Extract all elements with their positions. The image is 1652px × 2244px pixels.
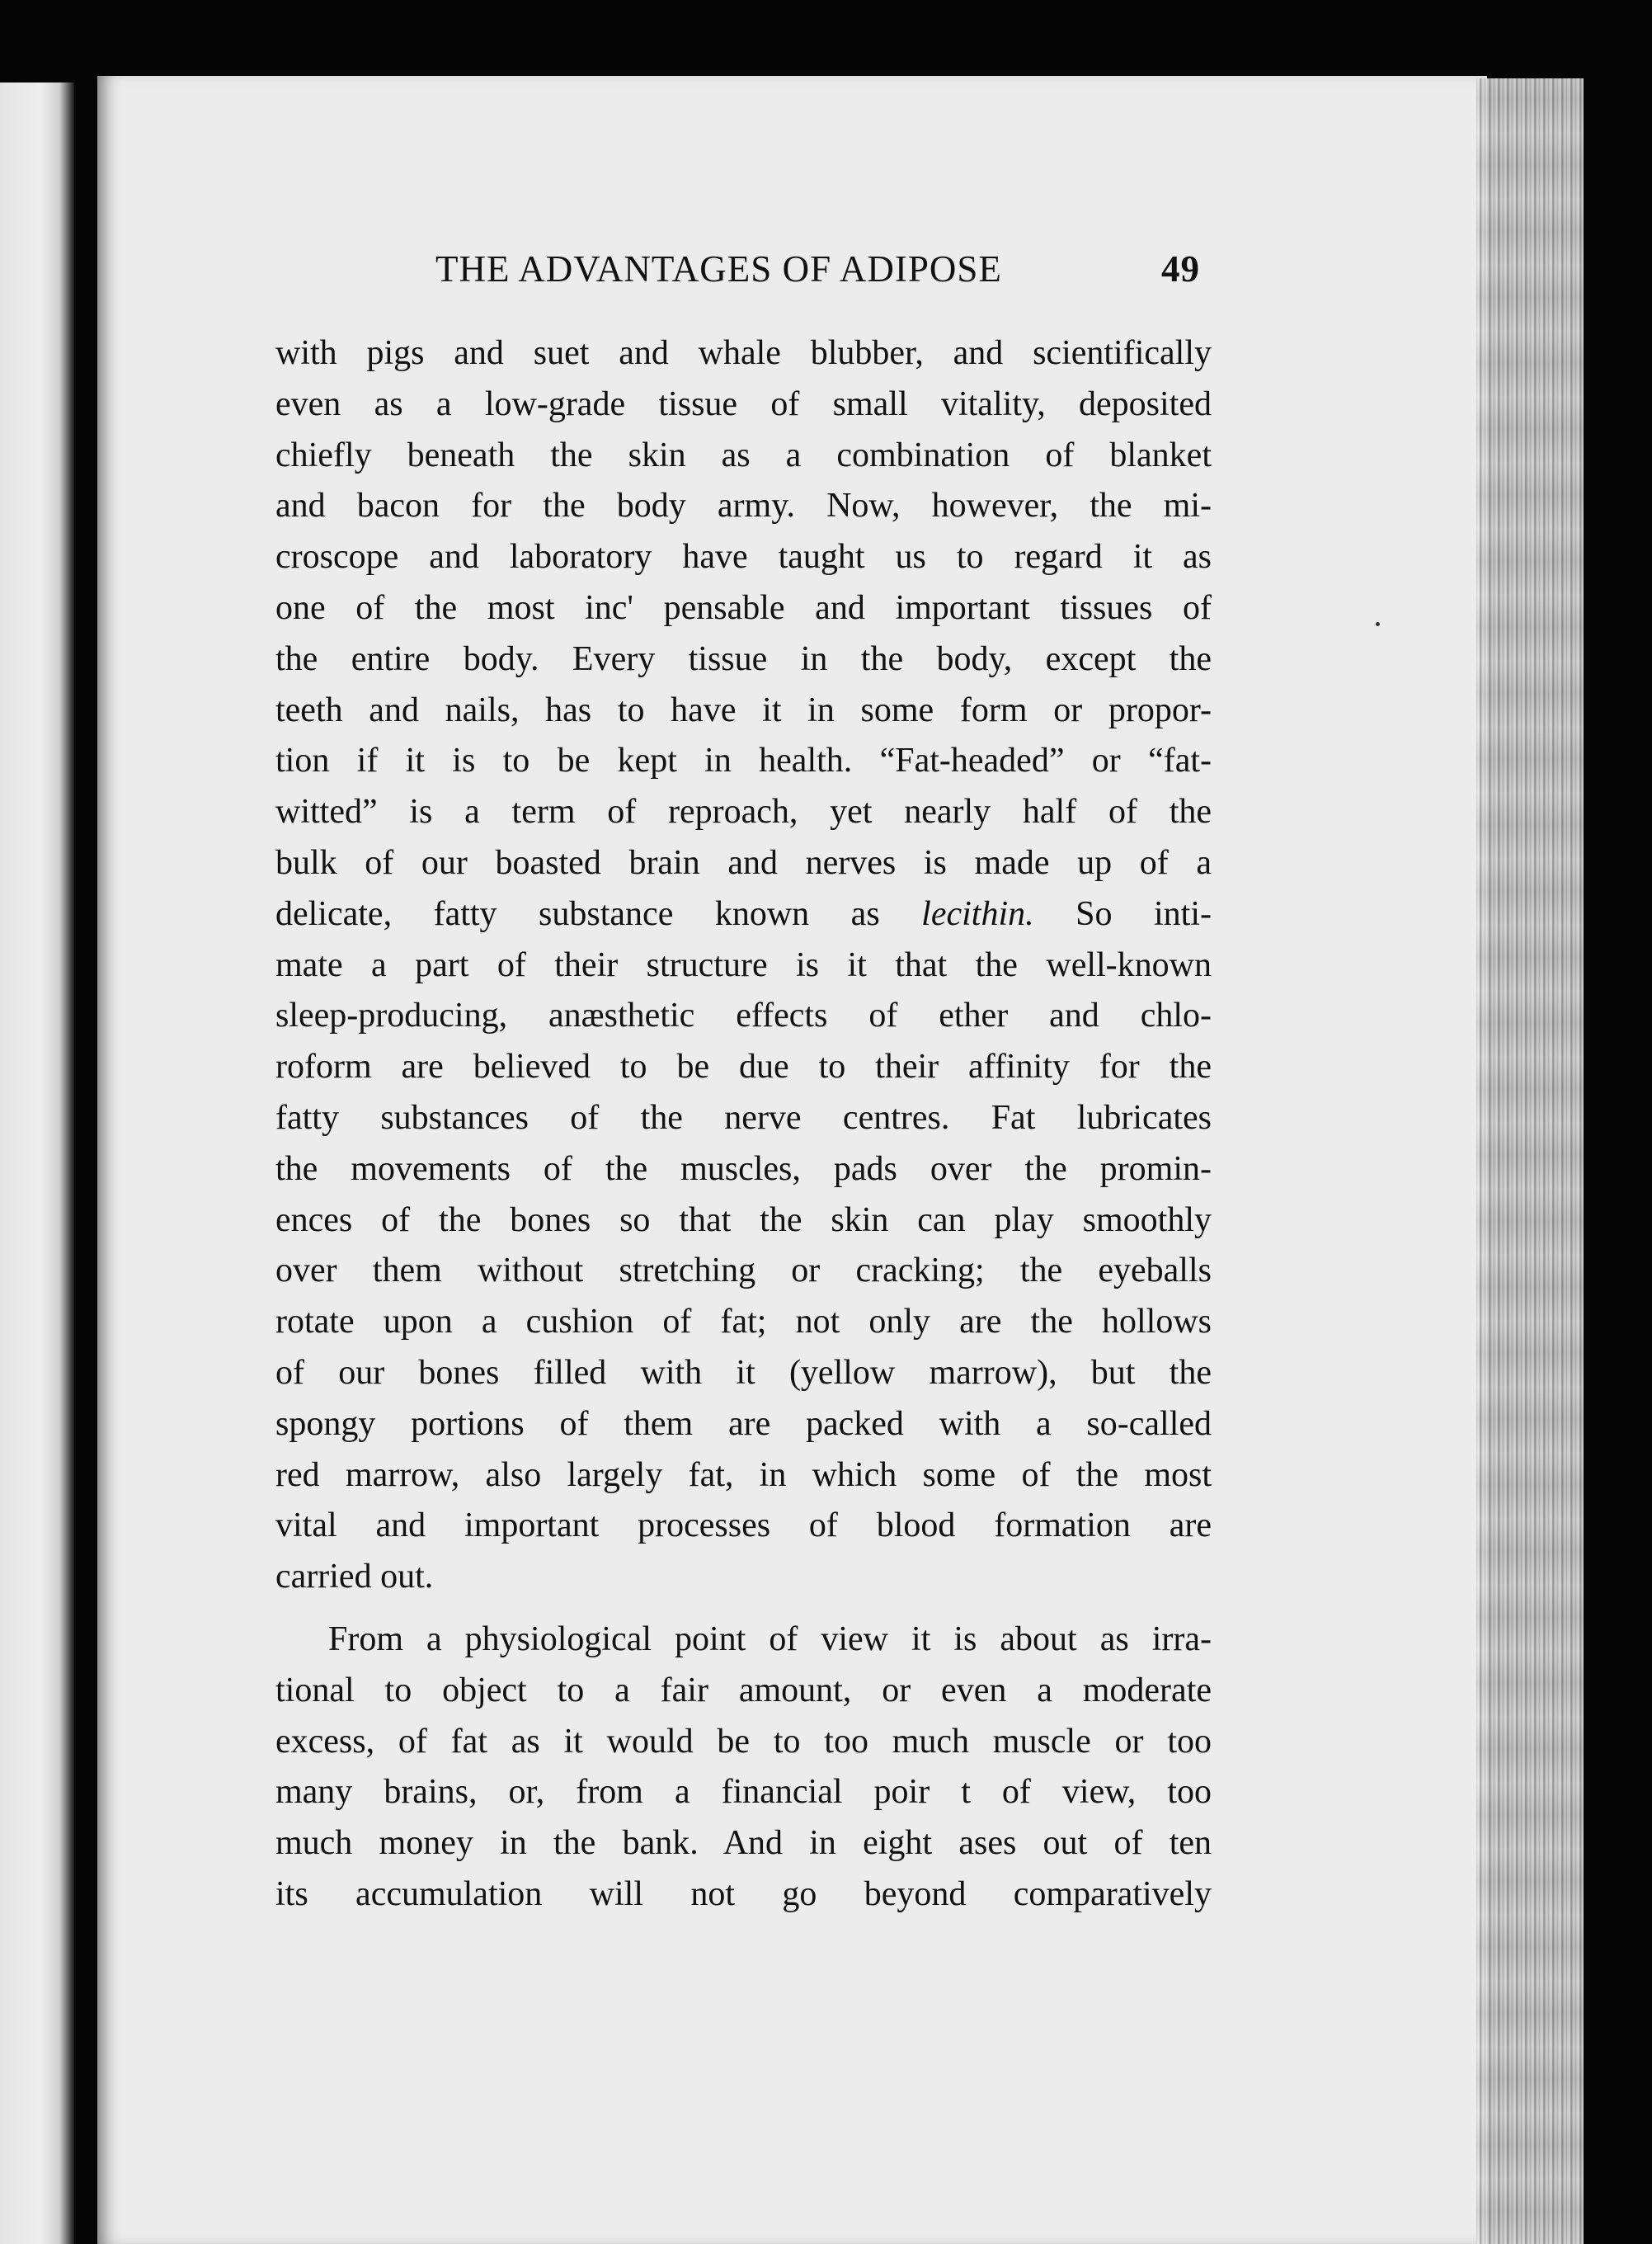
text-line: From a physiological point of view it is about as irra- bbox=[328, 1619, 1212, 1658]
paragraph-2 bbox=[275, 1615, 1212, 1921]
text-line: one of the most inc' pensable and important tissues of bbox=[275, 588, 1212, 627]
body-text bbox=[275, 328, 1212, 1921]
text-line-with-italic bbox=[275, 889, 1212, 940]
text-line: teeth and nails, has to have it in some form or propor- bbox=[275, 691, 1212, 729]
page-stack-edges bbox=[1476, 78, 1584, 2244]
text-line: roform are believed to be due to their affinity for the bbox=[275, 1048, 1212, 1087]
text-line: and bacon for the body army. Now, however, the mi- bbox=[275, 487, 1212, 526]
text-line: tion if it is to be kept in health. “Fat-headed” or “fat- bbox=[275, 742, 1212, 780]
text-line: fatty substances of the nerve centres. Fat lubricates bbox=[275, 1098, 1212, 1137]
text-line: of our bones filled with it (yellow marrow), but the bbox=[275, 1353, 1212, 1392]
text-line: spongy portions of them are packed with a so-called bbox=[275, 1404, 1212, 1443]
text-line: croscope and laboratory have taught us to regard it as bbox=[275, 538, 1212, 577]
paragraph-1 bbox=[275, 328, 1212, 1603]
text-line: ences of the bones so that the skin can play smoothly bbox=[275, 1200, 1212, 1239]
text-line: carried out. bbox=[275, 1558, 434, 1596]
text-line: mate a part of their structure is it that the well-known bbox=[275, 945, 1212, 984]
paragraph-gap bbox=[275, 1603, 1212, 1615]
text-line: tional to object to a fair amount, or even a moderate bbox=[275, 1671, 1212, 1709]
text-line: with pigs and suet and whale blubber, and scientifically bbox=[275, 334, 1212, 372]
previous-page-edge bbox=[0, 82, 74, 2244]
text-span: delicate, fatty substance known as bbox=[275, 894, 922, 933]
text-line: red marrow, also largely fat, in which some of the most bbox=[275, 1455, 1212, 1494]
text-line: over them without stretching or cracking; the eyeballs bbox=[275, 1252, 1212, 1290]
speck bbox=[1376, 622, 1380, 626]
text-line: much money in the bank. And in eight ases out of ten bbox=[275, 1824, 1212, 1863]
italic-term: lecithin. bbox=[921, 894, 1034, 933]
text-line: even as a low-grade tissue of small vitality, deposited bbox=[275, 384, 1212, 423]
text-line: its accumulation will not go beyond comparatively bbox=[275, 1874, 1212, 1913]
page-number: 49 bbox=[1161, 248, 1200, 290]
running-title: THE ADVANTAGES OF ADIPOSE bbox=[435, 248, 1002, 290]
text-span: So inti- bbox=[1033, 894, 1212, 933]
text-line: bulk of our boasted brain and nerves is made up of a bbox=[275, 843, 1212, 882]
text-line: sleep-producing, anæsthetic effects of ether and chlo- bbox=[275, 997, 1212, 1035]
text-line: many brains, or, from a financial poir t of view, too bbox=[275, 1773, 1212, 1812]
text-line: witted” is a term of reproach, yet nearly half of the bbox=[275, 793, 1212, 832]
text-line: vital and important processes of blood formation are bbox=[275, 1506, 1212, 1545]
text-line: the movements of the muscles, pads over the promin- bbox=[275, 1149, 1212, 1188]
text-line: rotate upon a cushion of fat; not only are the hollows bbox=[275, 1303, 1212, 1341]
text-line: chiefly beneath the skin as a combination of blanket bbox=[275, 436, 1212, 474]
text-line: the entire body. Every tissue in the body, except the bbox=[275, 639, 1212, 678]
text-line: excess, of fat as it would be to too much muscle or too bbox=[275, 1722, 1212, 1761]
